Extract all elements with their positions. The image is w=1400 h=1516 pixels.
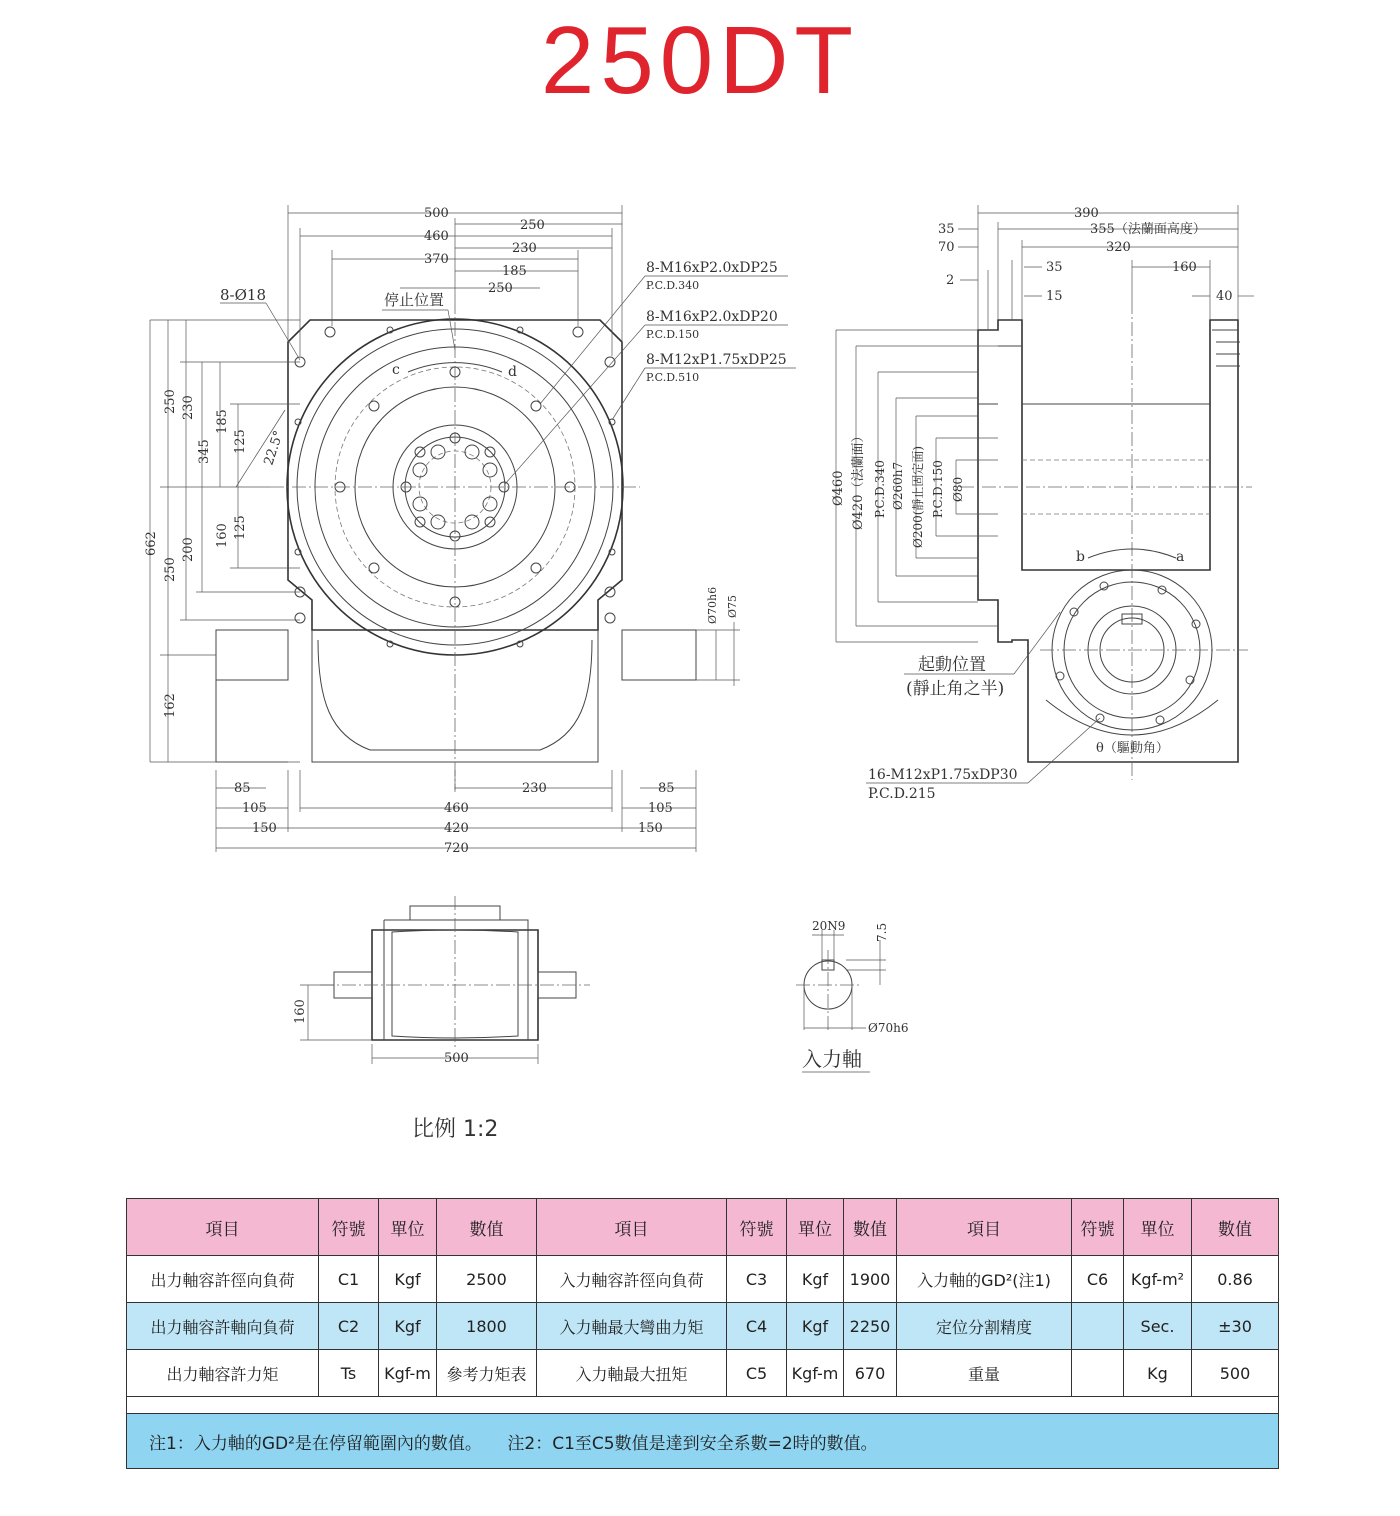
dim-70: 70 xyxy=(938,240,955,255)
dim-125-b: 125 xyxy=(233,515,248,540)
dim-15: 15 xyxy=(1046,289,1063,304)
dir-b-label: b xyxy=(1076,549,1085,565)
input-shaft-label: 入力軸 xyxy=(802,1047,862,1071)
dim-85-right: 85 xyxy=(658,781,675,796)
header-cell: 項目 xyxy=(897,1199,1072,1256)
table-row xyxy=(127,1303,1279,1350)
input-bolt-holes xyxy=(1056,582,1200,724)
header-cell: 單位 xyxy=(787,1199,844,1256)
shaft-dia-label: Ø70h6 xyxy=(706,586,719,624)
dim-162: 162 xyxy=(163,693,178,718)
header-cell: 項目 xyxy=(127,1199,319,1256)
table-cell: 0.86 xyxy=(1192,1256,1279,1303)
dim-125-a: 125 xyxy=(233,429,248,454)
table-cell: C4 xyxy=(727,1303,787,1350)
dim-105-right: 105 xyxy=(648,801,673,816)
table-cell: Kgf xyxy=(787,1256,844,1303)
table-spacer-row xyxy=(127,1397,1279,1414)
table-cell: 出力軸容許軸向負荷 xyxy=(127,1303,319,1350)
front-view xyxy=(144,205,796,856)
dim-20n9: 20N9 xyxy=(812,919,846,933)
dim-370: 370 xyxy=(424,252,449,267)
header-cell: 符號 xyxy=(319,1199,379,1256)
dim-500-bottom-view: 500 xyxy=(444,1051,469,1066)
dim-355: 355（法蘭面高度） xyxy=(1090,222,1206,237)
dim-460: 460 xyxy=(424,229,449,244)
dim-500: 500 xyxy=(424,206,449,221)
dim-260: Ø260h7 xyxy=(891,461,905,510)
table-cell: 入力軸容許徑向負荷 xyxy=(537,1256,727,1303)
bottom-view xyxy=(293,896,590,1066)
holes-18-label: 8-Ø18 xyxy=(220,286,266,304)
dir-c-label: c xyxy=(392,362,400,378)
dim-420-dia: Ø420（法蘭面） xyxy=(851,429,866,530)
dim-150-left: 150 xyxy=(252,821,277,836)
start-position-note: (靜止角之半) xyxy=(906,679,1005,699)
callout-1: 8-M16xP2.0xDP25 xyxy=(646,260,778,276)
callout-3-pcd: P.C.D.510 xyxy=(646,371,700,384)
dim-250-a: 250 xyxy=(163,389,178,414)
table-row xyxy=(127,1256,1279,1303)
table-cell: C1 xyxy=(319,1256,379,1303)
dim-460-dia: Ø460 xyxy=(831,470,846,506)
dim-35-a: 35 xyxy=(938,222,955,237)
table-cell: 500 xyxy=(1192,1350,1279,1397)
dim-40: 40 xyxy=(1216,289,1233,304)
dim-185-top: 185 xyxy=(502,264,527,279)
page-title: 250DT xyxy=(540,7,860,114)
header-cell: 數值 xyxy=(1192,1199,1279,1256)
shaft-dia2-label: Ø75 xyxy=(726,594,739,618)
dim-200-left: 200 xyxy=(181,537,196,562)
callout-3: 8-M12xP1.75xDP25 xyxy=(646,352,787,368)
table-cell: Kgf xyxy=(379,1303,437,1350)
dim-230-left: 230 xyxy=(181,395,196,420)
table-cell: 重量 xyxy=(897,1350,1072,1397)
table-cell: Kg xyxy=(1124,1350,1192,1397)
table-cell: 670 xyxy=(844,1350,897,1397)
angle-label: 22.5° xyxy=(261,428,287,468)
spec-table xyxy=(126,1198,1279,1469)
table-cell: Kgf-m xyxy=(787,1350,844,1397)
dim-70h6: Ø70h6 xyxy=(868,1021,909,1035)
table-cell: Kgf-m xyxy=(379,1350,437,1397)
dim-420-bottom: 420 xyxy=(444,821,469,836)
dim-390: 390 xyxy=(1074,206,1099,221)
table-cell: 2500 xyxy=(437,1256,537,1303)
table-cell: C6 xyxy=(1072,1256,1124,1303)
dim-460-bottom: 460 xyxy=(444,801,469,816)
dim-35-b: 35 xyxy=(1046,260,1063,275)
table-cell xyxy=(1072,1303,1124,1350)
table-cell: 1800 xyxy=(437,1303,537,1350)
dim-250-b: 250 xyxy=(163,557,178,582)
dim-720-bottom: 720 xyxy=(444,841,469,856)
dim-250-top2: 250 xyxy=(488,281,513,296)
dim-200: Ø200(靜止固定面) xyxy=(911,445,925,548)
header-cell: 符號 xyxy=(727,1199,787,1256)
scale-label: 比例 1:2 xyxy=(412,1117,499,1142)
input-shaft-view xyxy=(796,919,908,1072)
table-header-row xyxy=(127,1199,1279,1256)
table-cell: 定位分割精度 xyxy=(897,1303,1072,1350)
table-cell: Kgf xyxy=(379,1256,437,1303)
table-cell: ±30 xyxy=(1192,1303,1279,1350)
dim-85-left: 85 xyxy=(234,781,251,796)
table-cell: 2250 xyxy=(844,1303,897,1350)
table-cell: C2 xyxy=(319,1303,379,1350)
dim-250-top: 250 xyxy=(520,218,545,233)
dim-320: 320 xyxy=(1106,240,1131,255)
dim-pcd150: P.C.D.150 xyxy=(931,460,945,518)
dim-345-left: 345 xyxy=(197,439,212,464)
dim-230-bottom: 230 xyxy=(522,781,547,796)
table-cell: 參考力矩表 xyxy=(437,1350,537,1397)
dim-2: 2 xyxy=(946,273,955,288)
table-cell: C3 xyxy=(727,1256,787,1303)
dim-pcd340: P.C.D.340 xyxy=(873,460,887,518)
dim-662: 662 xyxy=(144,531,159,556)
header-cell: 項目 xyxy=(537,1199,727,1256)
header-cell: 數值 xyxy=(844,1199,897,1256)
start-position-label: 起動位置 xyxy=(918,655,986,675)
side-callout: 16-M12xP1.75xDP30 xyxy=(868,767,1018,783)
dim-7-5: 7.5 xyxy=(875,922,889,942)
callout-1-pcd: P.C.D.340 xyxy=(646,279,700,292)
dim-230-top: 230 xyxy=(512,241,537,256)
side-callout-pcd: P.C.D.215 xyxy=(868,786,936,802)
header-cell: 數值 xyxy=(437,1199,537,1256)
table-cell: 入力軸最大扭矩 xyxy=(537,1350,727,1397)
dir-d-label: d xyxy=(508,364,517,380)
stop-position-label: 停止位置 xyxy=(384,291,445,309)
dir-a-label: a xyxy=(1176,549,1185,565)
dim-160-bottom-view: 160 xyxy=(293,999,308,1024)
table-note-row xyxy=(127,1414,1279,1469)
dim-105-left: 105 xyxy=(242,801,267,816)
table-cell: Ts xyxy=(319,1350,379,1397)
table-note: 注1：入力軸的GD²是在停留範圍內的數值。 注2：C1至C5數值是達到安全系數=2時的數值。 xyxy=(127,1414,1279,1469)
table-cell: 出力軸容許力矩 xyxy=(127,1350,319,1397)
header-cell: 單位 xyxy=(379,1199,437,1256)
table-cell xyxy=(1072,1350,1124,1397)
dim-80: Ø80 xyxy=(951,476,965,502)
dim-160-left: 160 xyxy=(215,523,230,548)
table-cell: 入力軸最大彎曲力矩 xyxy=(537,1303,727,1350)
table-cell: C5 xyxy=(727,1350,787,1397)
drive-angle-label: θ（驅動角） xyxy=(1096,741,1169,756)
callout-2-pcd: P.C.D.150 xyxy=(646,328,700,341)
table-cell: 出力軸容許徑向負荷 xyxy=(127,1256,319,1303)
callout-2: 8-M16xP2.0xDP20 xyxy=(646,309,778,325)
table-cell: 1900 xyxy=(844,1256,897,1303)
header-cell: 單位 xyxy=(1124,1199,1192,1256)
table-cell: Kgf xyxy=(787,1303,844,1350)
table-row xyxy=(127,1350,1279,1397)
table-cell: Sec. xyxy=(1124,1303,1192,1350)
dim-150-right: 150 xyxy=(638,821,663,836)
dim-160-side: 160 xyxy=(1172,260,1197,275)
table-cell: Kgf-m² xyxy=(1124,1256,1192,1303)
side-view xyxy=(831,205,1254,802)
header-cell: 符號 xyxy=(1072,1199,1124,1256)
table-cell: 入力軸的GD²(注1) xyxy=(897,1256,1072,1303)
dim-185-left: 185 xyxy=(215,409,230,434)
